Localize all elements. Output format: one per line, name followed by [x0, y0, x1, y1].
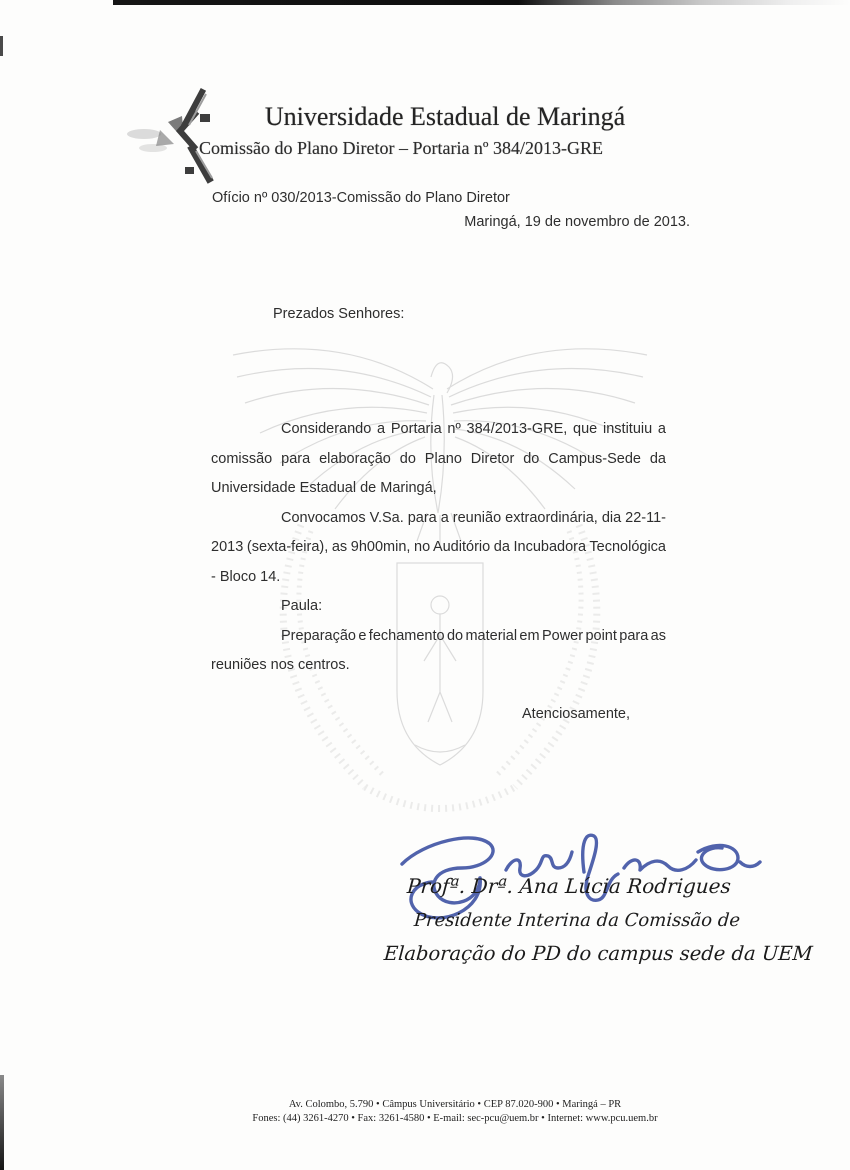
body-line: Paula:: [281, 598, 323, 614]
body-line: Convocamos V.Sa. para a reunião extraordinária, dia 22-11-: [281, 509, 666, 526]
signatory-title-line2: Elaboração do PD do campus sede da UEM: [383, 942, 814, 965]
body-line: 2013 (sexta-feira), as 9h00min, no Auditório da Incubadora Tecnológica: [211, 539, 666, 555]
scan-artifact-bottom-left-edge: [0, 1075, 4, 1170]
date-line: Maringá, 19 de novembro de 2013.: [464, 214, 690, 230]
footer-contact-line: Fones: (44) 3261-4270 • Fax: 3261-4580 • E-mail: sec-pcu@uem.br • Internet: www.pcu.uem.br: [252, 1113, 658, 1124]
reference-number-line: Ofício nº 030/2013-Comissão do Plano Diretor: [212, 190, 510, 206]
scan-artifact-top-edge: [113, 0, 850, 5]
department-portaria-line: Comissão do Plano Diretor – Portaria nº 384/2013-GRE: [198, 138, 604, 158]
body-line: Preparação e fechamento do material em Power point para as: [281, 627, 666, 644]
letter-body: [211, 415, 666, 681]
body-line: reuniões nos centros.: [211, 657, 350, 673]
scan-artifact-left-edge: [0, 36, 3, 56]
body-line: comissão para elaboração do Plano Diretor do Campus-Sede da: [211, 450, 666, 467]
body-line: - Bloco 14.: [211, 568, 281, 585]
signatory-title-line1: Presidente Interina da Comissão de: [413, 910, 741, 931]
handwritten-signature-ink: [388, 818, 773, 923]
closing-line: Atenciosamente,: [522, 706, 631, 722]
footer-address-line: Av. Colombo, 5.790 • Câmpus Universitário • CEP 87.020-900 • Maringá – PR: [288, 1099, 622, 1110]
signatory-name: Profª. Drª. Ana Lúcia Rodrigues: [406, 874, 732, 898]
body-line: Universidade Estadual de Maringá,: [211, 480, 437, 496]
salutation: Prezados Senhores:: [273, 306, 405, 322]
body-line: Considerando a Portaria nº 384/2013-GRE, que instituiu a: [281, 421, 666, 437]
footer: [55, 1098, 850, 1126]
institution-name: Universidade Estadual de Maringá: [264, 102, 626, 131]
